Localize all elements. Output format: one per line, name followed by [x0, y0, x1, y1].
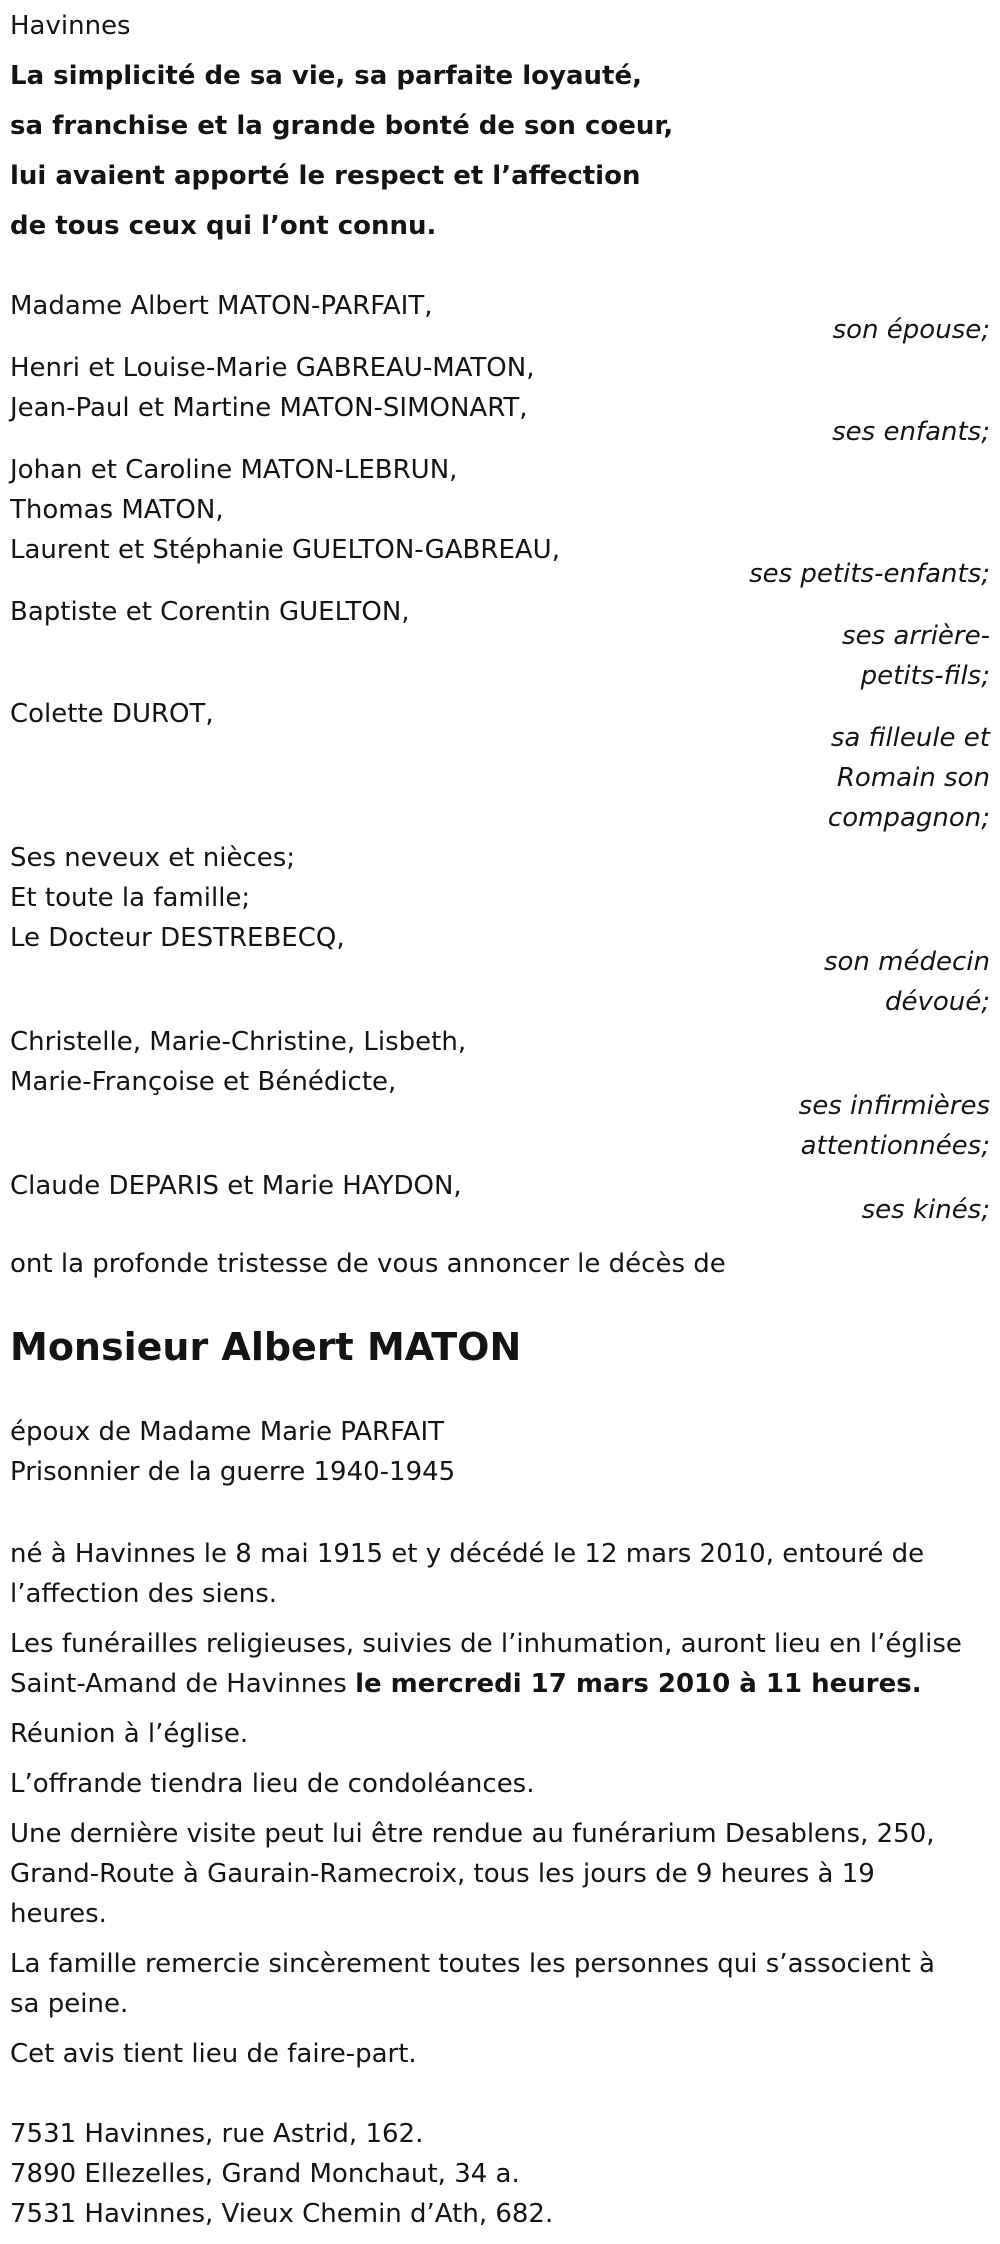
address-line: 7531 Havinnes, rue Astrid, 162.	[10, 2119, 424, 2149]
nurses-line: Christelle, Marie-Christine, Lisbeth,	[10, 1027, 467, 1057]
nurses-role: attentionnées;	[800, 1131, 990, 1161]
tribute-line: sa franchise et la grande bonté de son coeur,	[10, 111, 674, 141]
doctor-role: dévoué;	[884, 987, 990, 1017]
goddaughter-role: sa filleule et	[830, 723, 990, 753]
great-grandchildren-role: petits-fils;	[860, 661, 990, 691]
great-grandchildren-role: ses arrière-	[842, 621, 990, 651]
notice-text: Cet avis tient lieu de faire-part.	[10, 2039, 417, 2069]
funeral-location: Saint-Amand de Havinnes	[10, 1669, 356, 1699]
goddaughter-role: Romain son	[836, 763, 990, 793]
offering-text: L’offrande tiendra lieu de condoléances.	[10, 1769, 535, 1799]
birth-death-line: l’affection des siens.	[10, 1579, 278, 1609]
relatives-line: Et toute la famille;	[10, 883, 251, 913]
visit-line: Grand-Route à Gaurain-Ramecroix, tous les jours de 9 heures à 19	[10, 1859, 875, 1889]
deceased-info: Prisonnier de la guerre 1940-1945	[10, 1457, 456, 1487]
spouse-name: Madame Albert MATON-PARFAIT,	[10, 291, 433, 321]
deceased-info: époux de Madame Marie PARFAIT	[10, 1417, 445, 1447]
physios-role: ses kinés;	[861, 1195, 990, 1225]
spouse-role: son épouse;	[832, 315, 990, 345]
tribute-line: lui avaient apporté le respect et l’affection	[10, 161, 641, 191]
funeral-line: Les funérailles religieuses, suivies de l’inhumation, auront lieu en l’église	[10, 1629, 962, 1659]
tribute-line: La simplicité de sa vie, sa parfaite loyauté,	[10, 61, 642, 91]
tribute-line: de tous ceux qui l’ont connu.	[10, 211, 437, 241]
visit-line: heures.	[10, 1899, 107, 1929]
doctor-name: Le Docteur DESTREBECQ,	[10, 923, 345, 953]
visit-line: Une dernière visite peut lui être rendue au funérarium Desablens, 250,	[10, 1819, 935, 1849]
grandchild-name: Johan et Caroline MATON-LEBRUN,	[10, 455, 458, 485]
birth-death-line: né à Havinnes le 8 mai 1915 et y décédé le 12 mars 2010, entouré de	[10, 1539, 925, 1569]
announcement-text: ont la profonde tristesse de vous annoncer le décès de	[10, 1249, 726, 1279]
address-line: 7890 Ellezelles, Grand Monchaut, 34 a.	[10, 2159, 520, 2189]
deceased-name: Monsieur Albert MATON	[10, 1325, 522, 1369]
nurses-line: Marie-Françoise et Bénédicte,	[10, 1067, 397, 1097]
goddaughter-role: compagnon;	[827, 803, 990, 833]
nurses-role: ses infirmières	[798, 1091, 990, 1121]
child-name: Henri et Louise-Marie GABREAU-MATON,	[10, 353, 535, 383]
children-role: ses enfants;	[832, 417, 990, 447]
goddaughter-name: Colette DUROT,	[10, 699, 214, 729]
grandchild-name: Laurent et Stéphanie GUELTON-GABREAU,	[10, 535, 560, 565]
great-grandchildren-name: Baptiste et Corentin GUELTON,	[10, 597, 410, 627]
meeting-text: Réunion à l’église.	[10, 1719, 249, 1749]
relatives-line: Ses neveux et nièces;	[10, 843, 296, 873]
physios-name: Claude DEPARIS et Marie HAYDON,	[10, 1171, 462, 1201]
funeral-date: le mercredi 17 mars 2010 à 11 heures.	[355, 1669, 922, 1699]
grandchildren-role: ses petits-enfants;	[749, 559, 990, 589]
place-name: Havinnes	[10, 11, 131, 41]
thanks-line: La famille remercie sincèrement toutes les personnes qui s’associent à	[10, 1949, 935, 1979]
doctor-role: son médecin	[823, 947, 990, 977]
address-line: 7531 Havinnes, Vieux Chemin d’Ath, 682.	[10, 2199, 554, 2229]
thanks-line: sa peine.	[10, 1989, 129, 2019]
child-name: Jean-Paul et Martine MATON-SIMONART,	[10, 393, 528, 423]
funeral-line	[10, 1664, 922, 1704]
grandchild-name: Thomas MATON,	[10, 495, 224, 525]
